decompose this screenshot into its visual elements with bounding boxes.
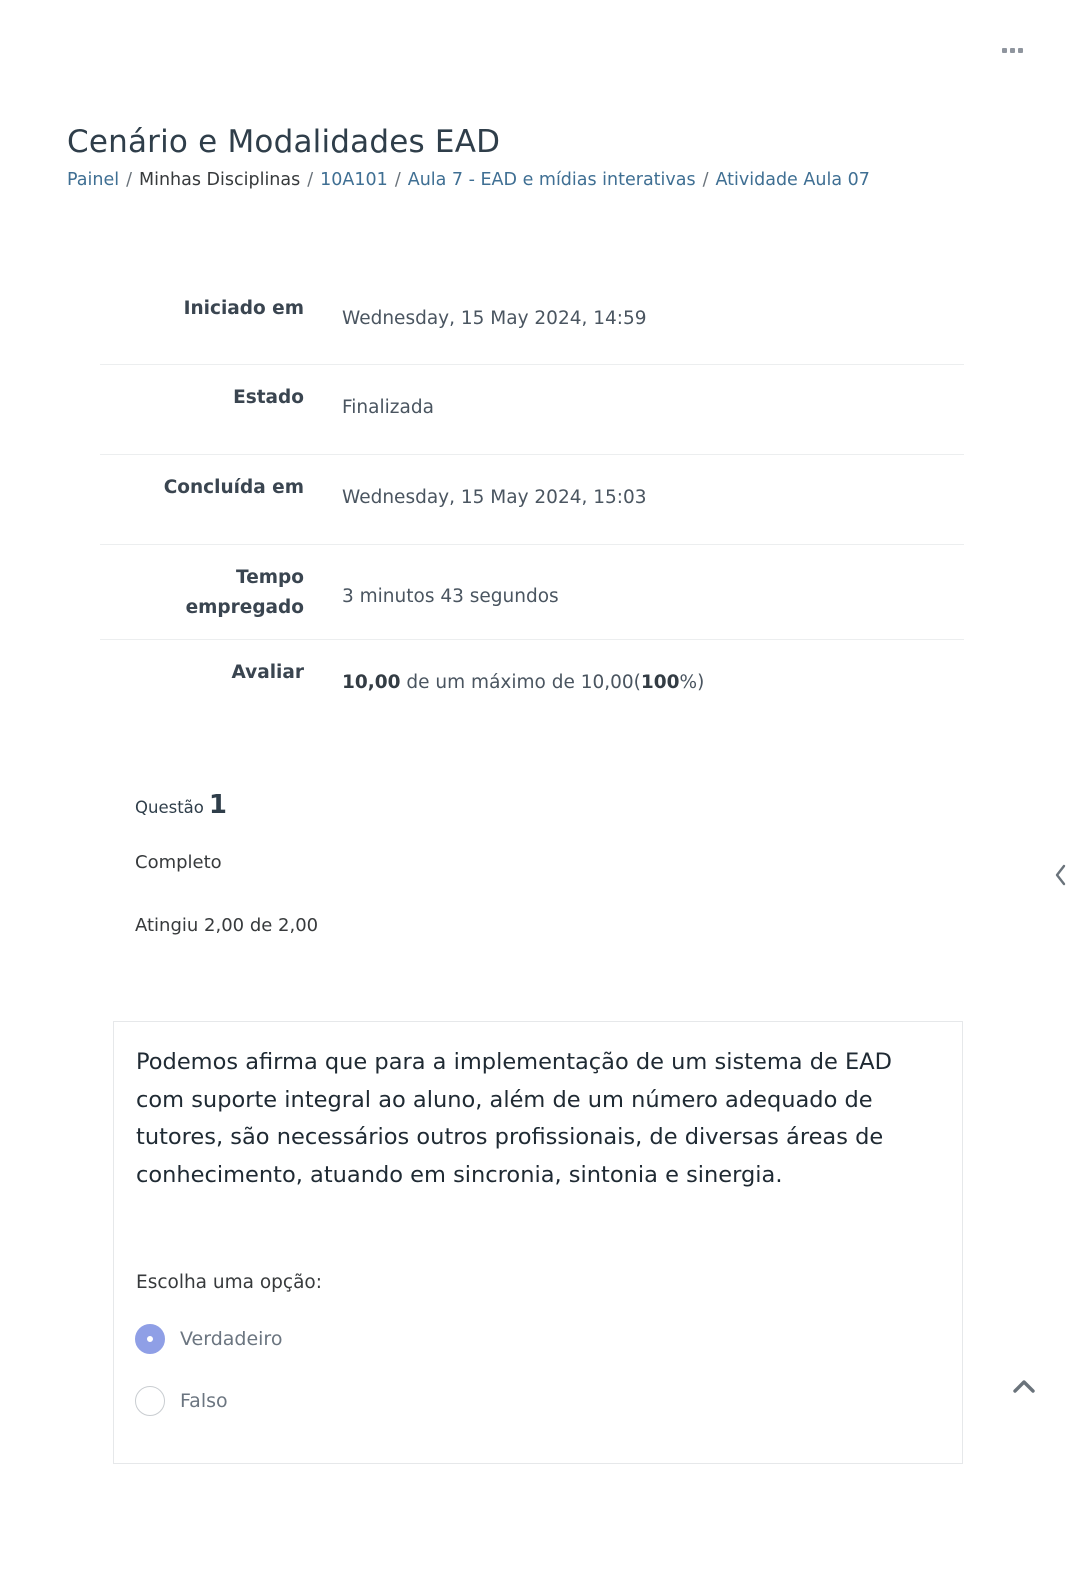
question-title <box>135 790 227 820</box>
breadcrumb <box>67 170 870 190</box>
state-label: Estado <box>233 387 304 408</box>
option-label: Verdadeiro <box>180 1328 283 1350</box>
grade-middle: de um máximo de 10,00( <box>400 672 641 693</box>
question-number: 1 <box>208 790 227 820</box>
question-state: Completo <box>135 852 222 873</box>
attempt-summary-table <box>100 276 964 730</box>
time-label-line2: empregado <box>185 597 304 618</box>
chevron-left-icon <box>1050 862 1072 888</box>
more-options-button[interactable] <box>996 40 1028 60</box>
more-horizontal-icon <box>1002 48 1007 53</box>
summary-row-state <box>100 365 964 455</box>
drawer-toggle-button[interactable] <box>1050 862 1072 888</box>
radio-dot-icon <box>145 1334 155 1344</box>
grade-label: Avaliar <box>231 662 304 683</box>
breadcrumb-course[interactable]: 10A101 <box>320 170 388 190</box>
question-grade: Atingiu 2,00 de 2,00 <box>135 915 319 936</box>
completed-label: Concluída em <box>163 477 304 498</box>
breadcrumb-activity[interactable]: Atividade Aula 07 <box>715 170 870 190</box>
question-title-prefix: Questão <box>135 798 204 817</box>
option-verdadeiro[interactable] <box>135 1324 282 1354</box>
question-text: Podemos afirma que para a implementação de um sistema de EAD com suporte integral ao aluno, além de um número adequado de tutores, são necessários outros profissionais, de diversas áreas de conhecimento, atuando em sincronia, sintonia e sinergia. <box>136 1049 892 1188</box>
time-label-line1: Tempo <box>236 567 304 588</box>
breadcrumb-separator: / <box>394 170 401 190</box>
question-content-box <box>113 1021 963 1464</box>
grade-score: 10,00 <box>342 672 401 693</box>
breadcrumb-section[interactable]: Aula 7 - EAD e mídias interativas <box>407 170 696 190</box>
grade-value <box>322 640 964 730</box>
option-label: Falso <box>180 1390 228 1412</box>
back-to-top-button[interactable] <box>1010 1374 1038 1398</box>
time-value: 3 minutos 43 segundos <box>342 586 559 607</box>
answer-prompt: Escolha uma opção: <box>136 1272 322 1293</box>
chevron-up-icon <box>1010 1374 1038 1398</box>
grade-percent: 100 <box>640 672 680 693</box>
more-horizontal-icon <box>1010 48 1015 53</box>
state-value: Finalizada <box>342 397 434 418</box>
completed-value: Wednesday, 15 May 2024, 15:03 <box>342 487 647 508</box>
radio-selected-icon[interactable] <box>135 1324 165 1354</box>
radio-unselected-icon[interactable] <box>135 1386 165 1416</box>
summary-row-time <box>100 545 964 640</box>
breadcrumb-minhas-disciplinas: Minhas Disciplinas <box>138 170 301 190</box>
time-label <box>100 545 322 639</box>
question-info <box>135 790 319 936</box>
grade-end: %) <box>679 672 705 693</box>
summary-row-grade <box>100 640 964 730</box>
summary-row-completed <box>100 455 964 545</box>
more-horizontal-icon <box>1018 48 1023 53</box>
summary-row-started <box>100 276 964 365</box>
breadcrumb-painel[interactable]: Painel <box>67 170 120 190</box>
started-label: Iniciado em <box>183 298 304 319</box>
page-title: Cenário e Modalidades EAD <box>67 124 501 160</box>
option-falso[interactable] <box>135 1386 228 1416</box>
breadcrumb-separator: / <box>307 170 314 190</box>
breadcrumb-separator: / <box>702 170 709 190</box>
breadcrumb-separator: / <box>126 170 132 190</box>
started-value: Wednesday, 15 May 2024, 14:59 <box>342 308 647 329</box>
